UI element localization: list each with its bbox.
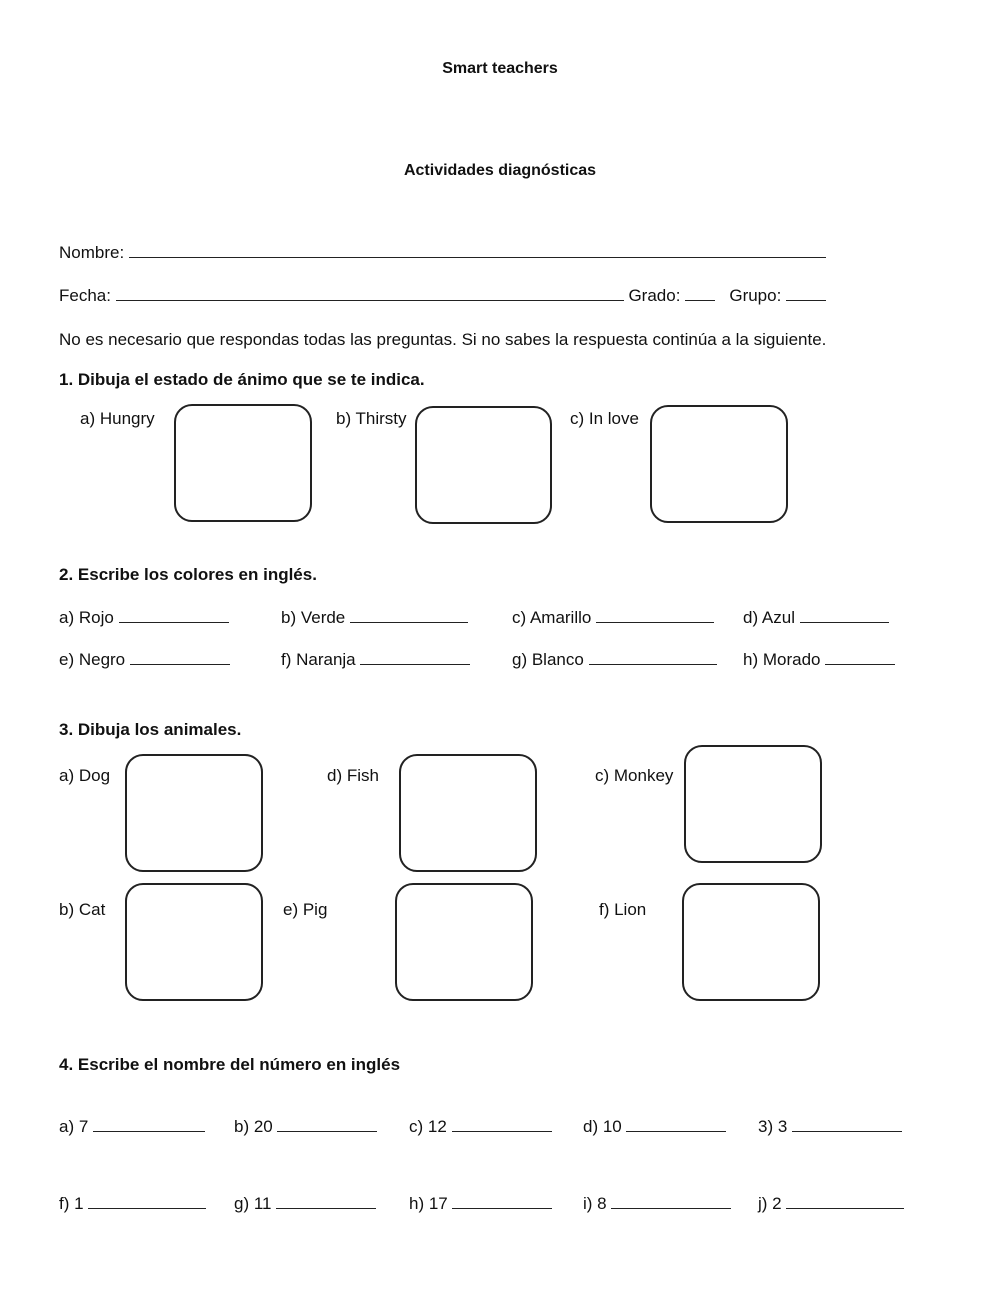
answer-line[interactable] (360, 650, 470, 665)
q1-draw-box-thirsty[interactable] (415, 406, 552, 524)
answer-line[interactable] (350, 608, 468, 623)
answer-line[interactable] (452, 1194, 552, 1209)
q2-item-negro (59, 650, 230, 670)
answer-line[interactable] (589, 650, 717, 665)
q4-item (758, 1194, 904, 1214)
q3-label-dog: a) Dog (59, 766, 111, 785)
q2-label: d) Azul (743, 608, 795, 627)
q2-heading: 2. Escribe los colores en inglés. (59, 565, 317, 584)
q2-label: f) Naranja (281, 650, 356, 669)
q4-item (409, 1194, 552, 1214)
q2-item-rojo (59, 608, 229, 628)
answer-line[interactable] (596, 608, 714, 623)
q3-draw-box-pig[interactable] (395, 883, 533, 1001)
q2-item-naranja (281, 650, 470, 670)
q4-label: 3) 3 (758, 1117, 788, 1136)
q2-label: c) Amarillo (512, 608, 592, 627)
grade-label: Grado: (628, 286, 681, 305)
q3-label-fish: d) Fish (327, 766, 379, 785)
answer-line[interactable] (119, 608, 229, 623)
name-label: Nombre: (59, 243, 125, 262)
q3-label-monkey: c) Monkey (595, 766, 674, 785)
answer-line[interactable] (786, 1194, 904, 1209)
q1-draw-box-hungry[interactable] (174, 404, 312, 522)
q1-label-thirsty: b) Thirsty (336, 409, 407, 428)
q1-draw-box-in-love[interactable] (650, 405, 788, 523)
answer-line[interactable] (800, 608, 889, 623)
answer-line[interactable] (88, 1194, 206, 1209)
q4-item (234, 1117, 377, 1137)
answer-line[interactable] (93, 1117, 205, 1132)
group-input-line[interactable] (786, 286, 826, 301)
q2-label: g) Blanco (512, 650, 584, 669)
date-input-line[interactable] (116, 286, 624, 301)
q4-label: f) 1 (59, 1194, 84, 1213)
q3-draw-box-cat[interactable] (125, 883, 263, 1001)
q2-label: b) Verde (281, 608, 346, 627)
q4-label: d) 10 (583, 1117, 622, 1136)
q3-label-lion: f) Lion (599, 900, 647, 919)
q2-item-amarillo (512, 608, 714, 628)
date-field-row (59, 286, 826, 306)
q3-draw-box-lion[interactable] (682, 883, 820, 1001)
q3-label-pig: e) Pig (283, 900, 328, 919)
school-name: Smart teachers (442, 60, 558, 77)
group-label: Grupo: (729, 286, 782, 305)
q1-label-in-love: c) In love (570, 409, 639, 428)
q4-label: i) 8 (583, 1194, 607, 1213)
date-label: Fecha: (59, 286, 111, 305)
q1-label-hungry: a) Hungry (80, 409, 155, 428)
answer-line[interactable] (276, 1194, 376, 1209)
page-title: Actividades diagnósticas (403, 162, 597, 179)
q4-item (583, 1117, 726, 1137)
grade-input-line[interactable] (685, 286, 715, 301)
q2-label: a) Rojo (59, 608, 114, 627)
q3-draw-box-monkey[interactable] (684, 745, 822, 863)
name-field-row (59, 243, 826, 263)
q4-heading: 4. Escribe el nombre del número en inglés (59, 1055, 401, 1074)
instructions: No es necesario que respondas todas las preguntas. Si no sabes la respuesta continúa a la siguiente. (59, 330, 827, 349)
q2-item-blanco (512, 650, 717, 670)
q3-draw-box-fish[interactable] (399, 754, 537, 872)
q3-heading: 3. Dibuja los animales. (59, 720, 242, 739)
q2-label: h) Morado (743, 650, 821, 669)
q4-item (409, 1117, 552, 1137)
q4-item (583, 1194, 731, 1214)
q3-label-cat: b) Cat (59, 900, 106, 919)
q2-item-verde (281, 608, 468, 628)
q4-label: c) 12 (409, 1117, 447, 1136)
answer-line[interactable] (792, 1117, 902, 1132)
q4-label: j) 2 (758, 1194, 782, 1213)
q4-label: h) 17 (409, 1194, 448, 1213)
answer-line[interactable] (611, 1194, 731, 1209)
answer-line[interactable] (130, 650, 230, 665)
q3-draw-box-dog[interactable] (125, 754, 263, 872)
answer-line[interactable] (825, 650, 895, 665)
name-input-line[interactable] (129, 243, 826, 258)
q2-label: e) Negro (59, 650, 126, 669)
q4-item (234, 1194, 376, 1214)
q4-item (59, 1194, 206, 1214)
answer-line[interactable] (626, 1117, 726, 1132)
answer-line[interactable] (277, 1117, 377, 1132)
q4-label: a) 7 (59, 1117, 89, 1136)
q1-heading: 1. Dibuja el estado de ánimo que se te indica. (59, 370, 425, 389)
q4-item (59, 1117, 205, 1137)
q4-item (758, 1117, 902, 1137)
q4-label: g) 11 (234, 1194, 272, 1213)
q2-item-morado (743, 650, 895, 670)
answer-line[interactable] (452, 1117, 552, 1132)
q4-label: b) 20 (234, 1117, 273, 1136)
q2-item-azul (743, 608, 889, 628)
